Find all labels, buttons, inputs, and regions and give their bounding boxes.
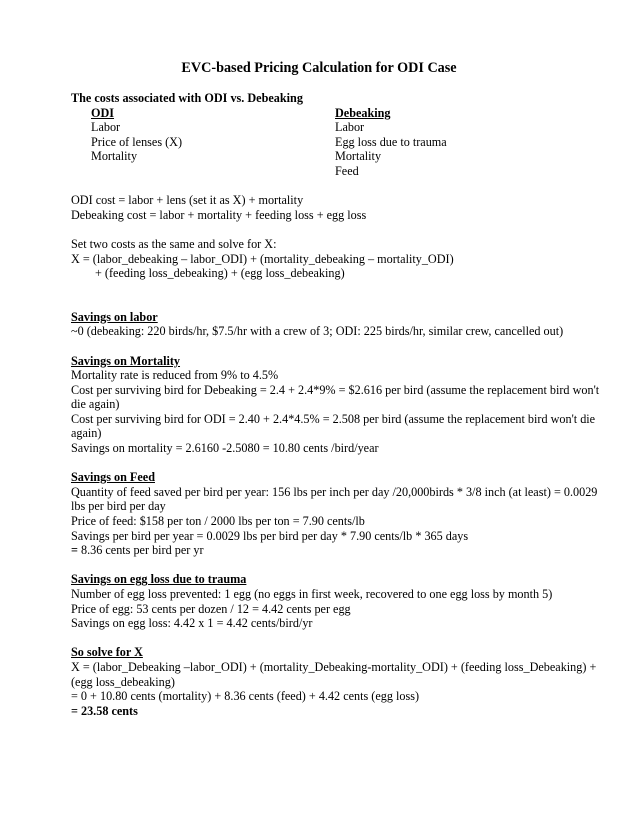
egg-savings-heading: Savings on egg loss due to trauma (71, 572, 247, 587)
solve-setup-intro: Set two costs as the same and solve for X: (71, 236, 277, 251)
odi-column-header: ODI (91, 105, 115, 120)
debeaking-cost-item: Mortality (335, 149, 382, 164)
debeaking-cost-item: Labor (335, 120, 365, 135)
labor-savings-text: ~0 (debeaking: 220 birds/hr, $7.5/hr with a crew of 3; ODI: 225 birds/hr, similar crew, cancelled out) (71, 324, 564, 339)
odi-cost-item: Mortality (91, 149, 138, 164)
odi-cost-item: Price of lenses (X) (91, 134, 183, 149)
odi-cost-item: Labor (91, 120, 121, 135)
feed-savings-heading: Savings on Feed (71, 470, 155, 485)
document-body (71, 91, 601, 718)
odi-cost-per-bird: Cost per surviving bird for ODI = 2.40 + 2.4*4.5% = 2.508 per bird (assume the replacement bird won't die again) (71, 411, 596, 441)
debeaking-cost-item: Egg loss due to trauma (335, 134, 447, 149)
feed-price-text: Price of feed: $158 per ton / 2000 lbs per ton = 7.90 cents/lb (71, 514, 365, 529)
debeaking-cost-item: Feed (335, 163, 359, 178)
feed-result-equals: = (71, 543, 78, 558)
solve-setup-equation-continued: + (feeding loss_debeaking) + (egg loss_debeaking) (95, 266, 345, 281)
solve-heading: So solve for X (71, 645, 143, 660)
egg-price-text: Price of egg: 53 cents per dozen / 12 = 4.42 cents per egg (71, 601, 351, 616)
feed-savings-result (71, 543, 601, 558)
debeaking-column-header: Debeaking (335, 105, 391, 120)
solve-setup-equation: X = (labor_debeaking – labor_ODI) + (mortality_debeaking – mortality_ODI) (71, 251, 454, 266)
costs-heading: The costs associated with ODI vs. Debeaking (71, 91, 303, 105)
feed-result-value: 8.36 cents per bird per yr (77, 543, 204, 558)
cost-comparison-columns (71, 106, 601, 179)
final-result: = 23.58 cents (71, 703, 138, 718)
feed-savings-calculation: Savings per bird per year = 0.0029 lbs per bird per day * 7.90 cents/lb * 365 days (71, 528, 469, 543)
mortality-rate-text: Mortality rate is reduced from 9% to 4.5% (71, 368, 279, 383)
document-title: EVC-based Pricing Calculation for ODI Case (181, 60, 457, 76)
mortality-savings-result: Savings on mortality = 2.6160 -2.5080 = 10.80 cents /bird/year (71, 441, 379, 456)
labor-savings-heading: Savings on labor (71, 309, 158, 324)
debeaking-column (335, 106, 595, 179)
odi-column (71, 106, 335, 179)
solve-substitution: = 0 + 10.80 cents (mortality) + 8.36 cents (feed) + 4.42 cents (egg loss) (71, 689, 420, 704)
solve-equation: X = (labor_Debeaking –labor_ODI) + (mortality_Debeaking-mortality_ODI) + (feeding loss_Debeaking) + (egg loss_debeaking) (71, 659, 597, 689)
debeaking-cost-formula: Debeaking cost = labor + mortality + feeding loss + egg loss (71, 207, 367, 222)
egg-savings-result: Savings on egg loss: 4.42 x 1 = 4.42 cents/bird/yr (71, 616, 313, 631)
debeaking-cost-per-bird: Cost per surviving bird for Debeaking = 2.4 + 2.4*9% = $2.616 per bird (assume the replacement bird won't die again) (71, 382, 600, 412)
feed-quantity-text: Quantity of feed saved per bird per year: 156 lbs per inch per day /20,000birds * 3/8 inch (at least) = 0.0029 lbs per bird per day (71, 484, 598, 514)
mortality-savings-heading: Savings on Mortality (71, 353, 181, 368)
odi-cost-formula: ODI cost = labor + lens (set it as X) + mortality (71, 193, 304, 208)
egg-loss-number-text: Number of egg loss prevented: 1 egg (no eggs in first week, recovered to one egg loss by month 5) (71, 587, 553, 601)
